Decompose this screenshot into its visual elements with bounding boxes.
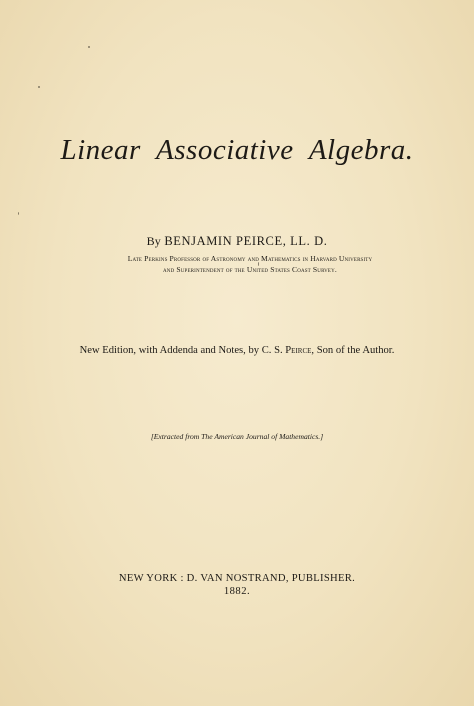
author-name: BENJAMIN PEIRCE, LL. D. bbox=[164, 234, 328, 248]
author-line bbox=[0, 234, 474, 249]
edition-editor: Peirce bbox=[285, 345, 312, 356]
extract-close-bracket: ] bbox=[320, 432, 324, 441]
paper-speck bbox=[88, 46, 90, 48]
book-title: Linear Associative Algebra. bbox=[60, 134, 414, 166]
edition-prefix: New Edition, with Addenda and Notes, by C. S. bbox=[79, 345, 283, 356]
extract-text: Extracted from The American Journal of Mathematics. bbox=[153, 432, 321, 441]
extract-open-bracket: [ bbox=[150, 432, 154, 441]
publisher-imprint: NEW YORK : D. VAN NOSTRAND, PUBLISHER. bbox=[118, 573, 356, 584]
edition-suffix: , Son of the Author. bbox=[311, 345, 395, 356]
paper-speck bbox=[38, 86, 40, 88]
author-affiliation-line-1: Late Perkins Professor of Astronomy and Mathematics in Harvard University bbox=[127, 254, 373, 263]
paper-speck bbox=[18, 212, 19, 215]
publication-year: 1882. bbox=[223, 586, 251, 597]
author-by: By bbox=[146, 234, 161, 248]
extract-note bbox=[0, 432, 474, 441]
edition-note bbox=[0, 345, 474, 356]
author-affiliation-line-2: and Superintendent of the United States Coast Survey. bbox=[163, 265, 337, 274]
